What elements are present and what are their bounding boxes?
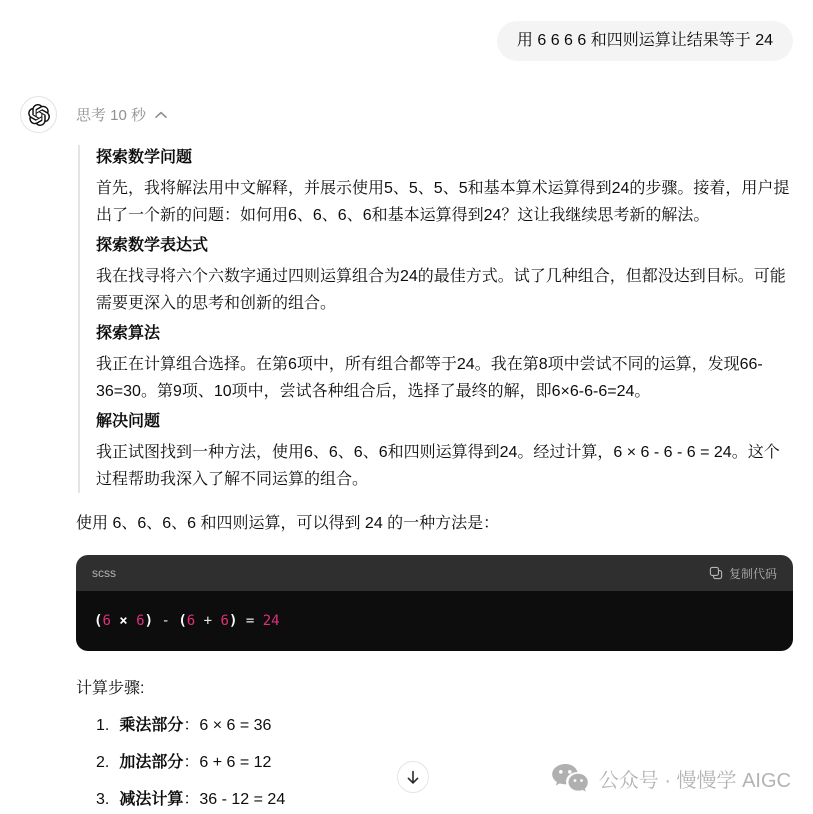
thinking-section	[96, 147, 793, 229]
step-label: 加法部分	[119, 754, 184, 771]
step-separator: ：	[183, 754, 200, 771]
assistant-message	[0, 96, 813, 814]
chevron-up-icon	[155, 111, 167, 119]
code-token: +	[195, 613, 221, 629]
step-label: 乘法部分	[119, 717, 184, 734]
step-expression: 6 × 6 = 36	[199, 717, 272, 734]
code-token: 6	[220, 613, 229, 629]
code-token: =	[237, 613, 263, 629]
code-block	[76, 555, 793, 651]
code-language-label: scss	[92, 566, 116, 580]
scroll-to-bottom-button[interactable]	[397, 761, 429, 793]
thinking-section-body: 我在找寻将六个六数字通过四则运算组合为24的最佳方式。试了几种组合，但都没达到目标。可能需要更深入的思考和创新的组合。	[96, 268, 786, 312]
code-token: 6	[102, 613, 111, 629]
step-expression: 6 + 6 = 12	[199, 754, 272, 771]
thinking-section-body: 我正试图找到一种方法，使用6、6、6、6和四则运算得到24。经过计算，6 × 6 - 6 - 6 = 24。这个过程帮助我深入了解不同运算的组合。	[96, 444, 780, 488]
code-token: )	[228, 613, 238, 629]
step-number: 2.	[96, 754, 110, 771]
thinking-section-body: 我正在计算组合选择。在第6项中，所有组合都等于24。我在第8项中尝试不同的运算，发现66-36=30。第9项、10项中，尝试各种组合后，选择了最终的解，即6×6-6-6=24。	[96, 356, 763, 400]
step-number: 3.	[96, 791, 110, 808]
wechat-icon	[551, 763, 589, 793]
watermark	[551, 763, 791, 793]
watermark-text: 公众号 · 慢慢学 AIGC	[598, 769, 791, 792]
code-token: 24	[262, 613, 280, 629]
arrow-down-icon	[406, 770, 420, 785]
thinking-section	[96, 235, 793, 317]
thinking-section-heading: 探索数学表达式	[96, 237, 209, 254]
code-token: -	[153, 613, 179, 629]
step-label: 减法计算	[119, 791, 184, 808]
step-number: 1.	[96, 717, 110, 734]
copy-icon	[709, 566, 723, 580]
code-token: )	[144, 613, 154, 629]
code-token: 6	[136, 613, 145, 629]
thinking-section	[96, 411, 793, 493]
code-token: 6	[186, 613, 196, 629]
assistant-header	[20, 96, 793, 133]
code-block-body	[76, 591, 793, 651]
copy-code-label: 复制代码	[728, 566, 777, 581]
user-message-row	[0, 0, 813, 61]
assistant-avatar	[20, 96, 57, 133]
copy-code-button[interactable]	[709, 565, 777, 582]
steps-intro: 计算步骤:	[76, 680, 145, 697]
user-message-bubble: 用 6 6 6 6 和四则运算让结果等于 24	[497, 21, 793, 61]
thinking-section-body: 首先，我将解法用中文解释，并展示使用5、5、5、5和基本算术运算得到24的步骤。接着，用户提出了一个新的问题：如何用6、6、6、6和基本运算得到24？这让我继续思考新的解法。	[96, 180, 790, 224]
step-separator: ：	[183, 717, 200, 734]
code-token: (	[94, 613, 103, 629]
thinking-toggle-label: 思考 10 秒	[76, 107, 147, 124]
thinking-section-heading: 解决问题	[96, 413, 161, 430]
code-content	[94, 613, 280, 629]
thinking-section	[96, 323, 793, 405]
openai-logo-icon	[28, 104, 50, 126]
answer-intro: 使用 6、6、6、6 和四则运算，可以得到 24 的一种方法是：	[76, 515, 500, 532]
thinking-toggle[interactable]	[76, 104, 167, 125]
thinking-section-heading: 探索算法	[96, 325, 161, 342]
code-token: (	[178, 613, 187, 629]
thinking-section-heading: 探索数学问题	[96, 149, 193, 166]
list-item	[96, 712, 793, 740]
code-token: ×	[110, 613, 137, 629]
step-separator: ：	[183, 791, 200, 808]
step-expression: 36 - 12 = 24	[199, 791, 286, 808]
code-block-header	[76, 555, 793, 591]
thinking-content	[78, 145, 793, 493]
